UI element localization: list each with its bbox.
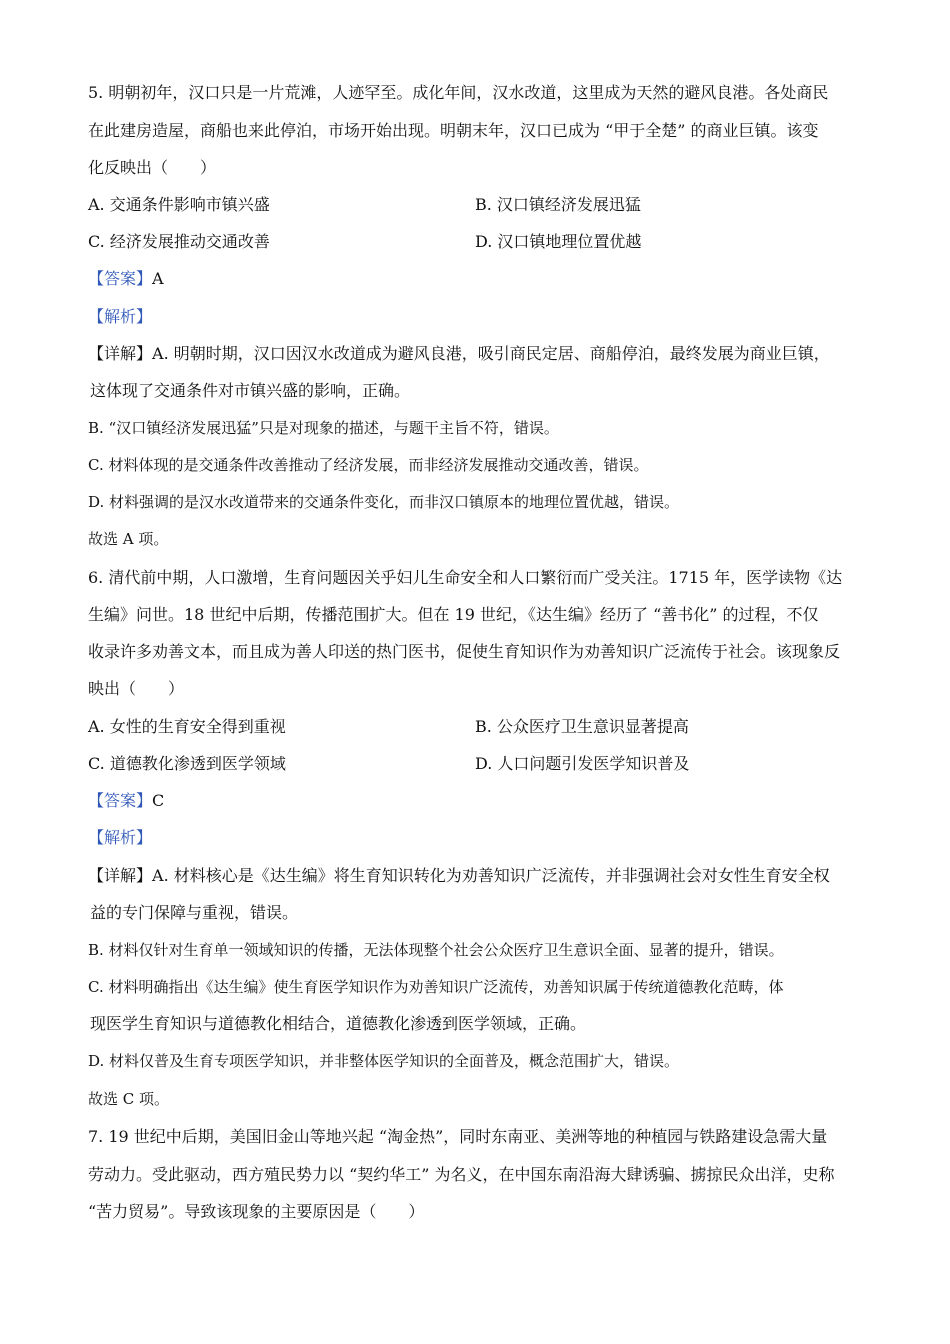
q5-stem-line-2: 在此建房造屋，商船也来此停泊，市场开始出现。明朝末年，汉口已成为 “甲于全楚” 的商业巨镇。该变 bbox=[88, 121, 819, 140]
q6-stem-line-2: 生编》问世。18 世纪中后期，传播范围扩大。但在 19 世纪，《达生编》经历了 “善书化” 的过程，不仅 bbox=[88, 605, 819, 624]
q5-stem-line-3: 化反映出（ ） bbox=[88, 158, 217, 177]
q6-stem-line-4: 映出（ ） bbox=[88, 679, 185, 698]
q6-detail-line-2: 益的专门保障与重视，错误。 bbox=[90, 903, 299, 922]
q6-answer-row bbox=[88, 791, 164, 811]
q5-detail-text-1: A. 明朝时期，汉口因汉水改道成为避风良港，吸引商民定居、商船停泊，最终发展为商业巨镇， bbox=[152, 344, 830, 363]
q5-detail-line-2: 这体现了交通条件对市镇兴盛的影响，正确。 bbox=[90, 381, 411, 400]
q6-answer-value: C bbox=[152, 791, 165, 810]
q5-option-c: C. 经济发展推动交通改善 bbox=[88, 232, 270, 251]
q5-option-d: D. 汉口镇地理位置优越 bbox=[475, 232, 642, 251]
q7-stem-line-3: “苦力贸易”。导致该现象的主要原因是（ ） bbox=[88, 1202, 425, 1221]
q5-answer-tag: 【答案】 bbox=[88, 269, 153, 288]
q6-detail-line-1 bbox=[88, 866, 830, 886]
q6-analysis-tag bbox=[88, 828, 152, 848]
q6-option-c: C. 道德教化渗透到医学领域 bbox=[88, 754, 286, 773]
q5-detail-tag: 【详解】 bbox=[88, 344, 153, 363]
q5-detail-line-c: C. 材料体现的是交通条件改善推动了经济发展，而非经济发展推动交通改善，错误。 bbox=[88, 456, 649, 474]
q6-detail-line-d: D. 材料仅普及生育专项医学知识，并非整体医学知识的全面普及，概念范围扩大，错误。 bbox=[88, 1052, 680, 1070]
q5-answer-row bbox=[88, 269, 164, 289]
q5-detail-line-b: B. “汉口镇经济发展迅猛”只是对现象的描述，与题干主旨不符，错误。 bbox=[88, 419, 559, 437]
q6-analysis-label: 【解析】 bbox=[88, 828, 153, 847]
q5-stem-line-1: 5. 明朝初年，汉口只是一片荒滩，人迹罕至。成化年间，汉水改道，这里成为天然的避风良港。各处商民 bbox=[88, 83, 829, 102]
q6-option-b: B. 公众医疗卫生意识显著提高 bbox=[475, 717, 689, 736]
q6-detail-tag: 【详解】 bbox=[88, 866, 153, 885]
q6-answer-tag: 【答案】 bbox=[88, 791, 153, 810]
q5-conclusion: 故选 A 项。 bbox=[88, 530, 169, 548]
q6-stem-line-1: 6. 清代前中期，人口激增，生育问题因关乎妇儿生命安全和人口繁衍而广受关注。1715 年，医学读物《达 bbox=[88, 568, 843, 587]
q6-conclusion: 故选 C 项。 bbox=[88, 1090, 170, 1108]
q6-detail-line-c1: C. 材料明确指出《达生编》使生育医学知识作为劝善知识广泛流传，劝善知识属于传统道德教化范畴，体 bbox=[88, 978, 784, 996]
q7-stem-line-1: 7. 19 世纪中后期，美国旧金山等地兴起 “淘金热”，同时东南亚、美洲等地的种植园与铁路建设急需大量 bbox=[88, 1127, 828, 1146]
q7-stem-line-2: 劳动力。受此驱动，西方殖民势力以 “契约华工” 为名义，在中国东南沿海大肆诱骗、掳掠民众出洋，史称 bbox=[88, 1165, 835, 1184]
q6-option-a: A. 女性的生育安全得到重视 bbox=[88, 717, 286, 736]
q6-detail-text-1: A. 材料核心是《达生编》将生育知识转化为劝善知识广泛流传，并非强调社会对女性生育安全权 bbox=[152, 866, 830, 885]
q6-detail-line-c2: 现医学生育知识与道德教化相结合，道德教化渗透到医学领域，正确。 bbox=[90, 1014, 587, 1033]
q6-option-d: D. 人口问题引发医学知识普及 bbox=[475, 754, 690, 773]
q5-option-a: A. 交通条件影响市镇兴盛 bbox=[88, 195, 270, 214]
q6-stem-line-3: 收录许多劝善文本，而且成为善人印送的热门医书，促使生育知识作为劝善知识广泛流传于社会。该现象反 bbox=[88, 642, 841, 661]
q5-analysis-tag bbox=[88, 307, 152, 327]
q5-option-b: B. 汉口镇经济发展迅猛 bbox=[475, 195, 641, 214]
q5-detail-line-d: D. 材料强调的是汉水改道带来的交通条件变化，而非汉口镇原本的地理位置优越，错误。 bbox=[88, 493, 680, 511]
q5-detail-line-1 bbox=[88, 344, 830, 364]
q5-answer-value: A bbox=[152, 269, 164, 288]
q5-analysis-label: 【解析】 bbox=[88, 307, 153, 326]
q6-detail-line-b: B. 材料仅针对生育单一领域知识的传播，无法体现整个社会公众医疗卫生意识全面、显著的提升，错误。 bbox=[88, 941, 784, 959]
